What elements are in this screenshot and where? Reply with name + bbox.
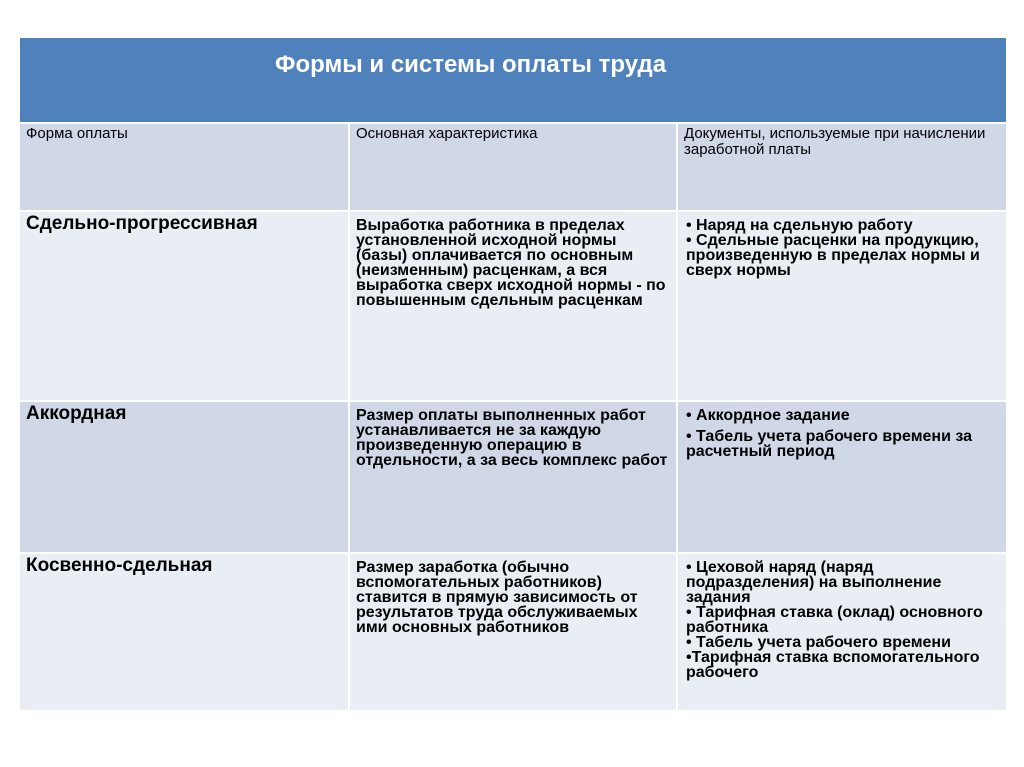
- header-documents-label: Документы, используемые при начислении заработной платы: [684, 125, 986, 158]
- document-item: • Аккордное задание: [686, 407, 850, 424]
- characteristic-text: Выработка работника в пределах установленной исходной нормы (базы) оплачивается по основным (неизменным) расценкам, а вся выработка сверх исходной нормы - по повышенным сдельным расценкам: [356, 217, 666, 309]
- header-cell-characteristic: [349, 123, 677, 211]
- documents-list: [678, 212, 1006, 278]
- header-row: [19, 123, 1007, 211]
- document-item: • Цеховой наряд (наряд подразделения) на выполнение задания: [686, 559, 942, 606]
- title-row: [19, 37, 1007, 123]
- document-item: • Сдельные расценки на продукцию, произведенную в пределах нормы и сверх нормы: [686, 232, 980, 279]
- header-cell-form: [19, 123, 349, 211]
- header-characteristic-label: Основная характеристика: [356, 125, 538, 142]
- document-item: •Тарифная ставка вспомогательного рабочего: [686, 649, 980, 681]
- characteristic-cell: [349, 553, 677, 711]
- characteristic-cell: [349, 211, 677, 401]
- form-name: Сдельно-прогрессивная: [26, 213, 258, 234]
- documents-cell: [677, 401, 1007, 553]
- table-row: [19, 553, 1007, 711]
- table-row: [19, 211, 1007, 401]
- header-form-label: Форма оплаты: [26, 125, 128, 142]
- characteristic-text: Размер заработка (обычно вспомогательных работников) ставится в прямую зависимость от результатов труда обслуживаемых ими основных работников: [356, 559, 638, 636]
- documents-list: [678, 402, 1006, 459]
- header-cell-documents: [677, 123, 1007, 211]
- form-name: Косвенно-сдельная: [26, 555, 213, 576]
- slide-title-cell: [19, 37, 1007, 123]
- document-item: • Наряд на сдельную работу: [686, 217, 913, 234]
- payment-forms-table: [18, 36, 1008, 712]
- form-cell: [19, 401, 349, 553]
- characteristic-text: Размер оплаты выполненных работ устанавливается не за каждую произведенную операцию в отдельности, а за весь комплекс работ: [356, 407, 668, 469]
- form-cell: [19, 211, 349, 401]
- characteristic-cell: [349, 401, 677, 553]
- documents-cell: [677, 553, 1007, 711]
- slide-title: Формы и системы оплаты труда: [275, 51, 667, 78]
- form-name: Аккордная: [26, 403, 127, 424]
- form-cell: [19, 553, 349, 711]
- document-item: • Тарифная ставка (оклад) основного работника: [686, 604, 983, 636]
- documents-cell: [677, 211, 1007, 401]
- document-item: • Табель учета рабочего времени за расчетный период: [686, 428, 973, 460]
- table-row: [19, 401, 1007, 553]
- documents-list: [678, 554, 1006, 680]
- document-item: • Табель учета рабочего времени: [686, 634, 951, 651]
